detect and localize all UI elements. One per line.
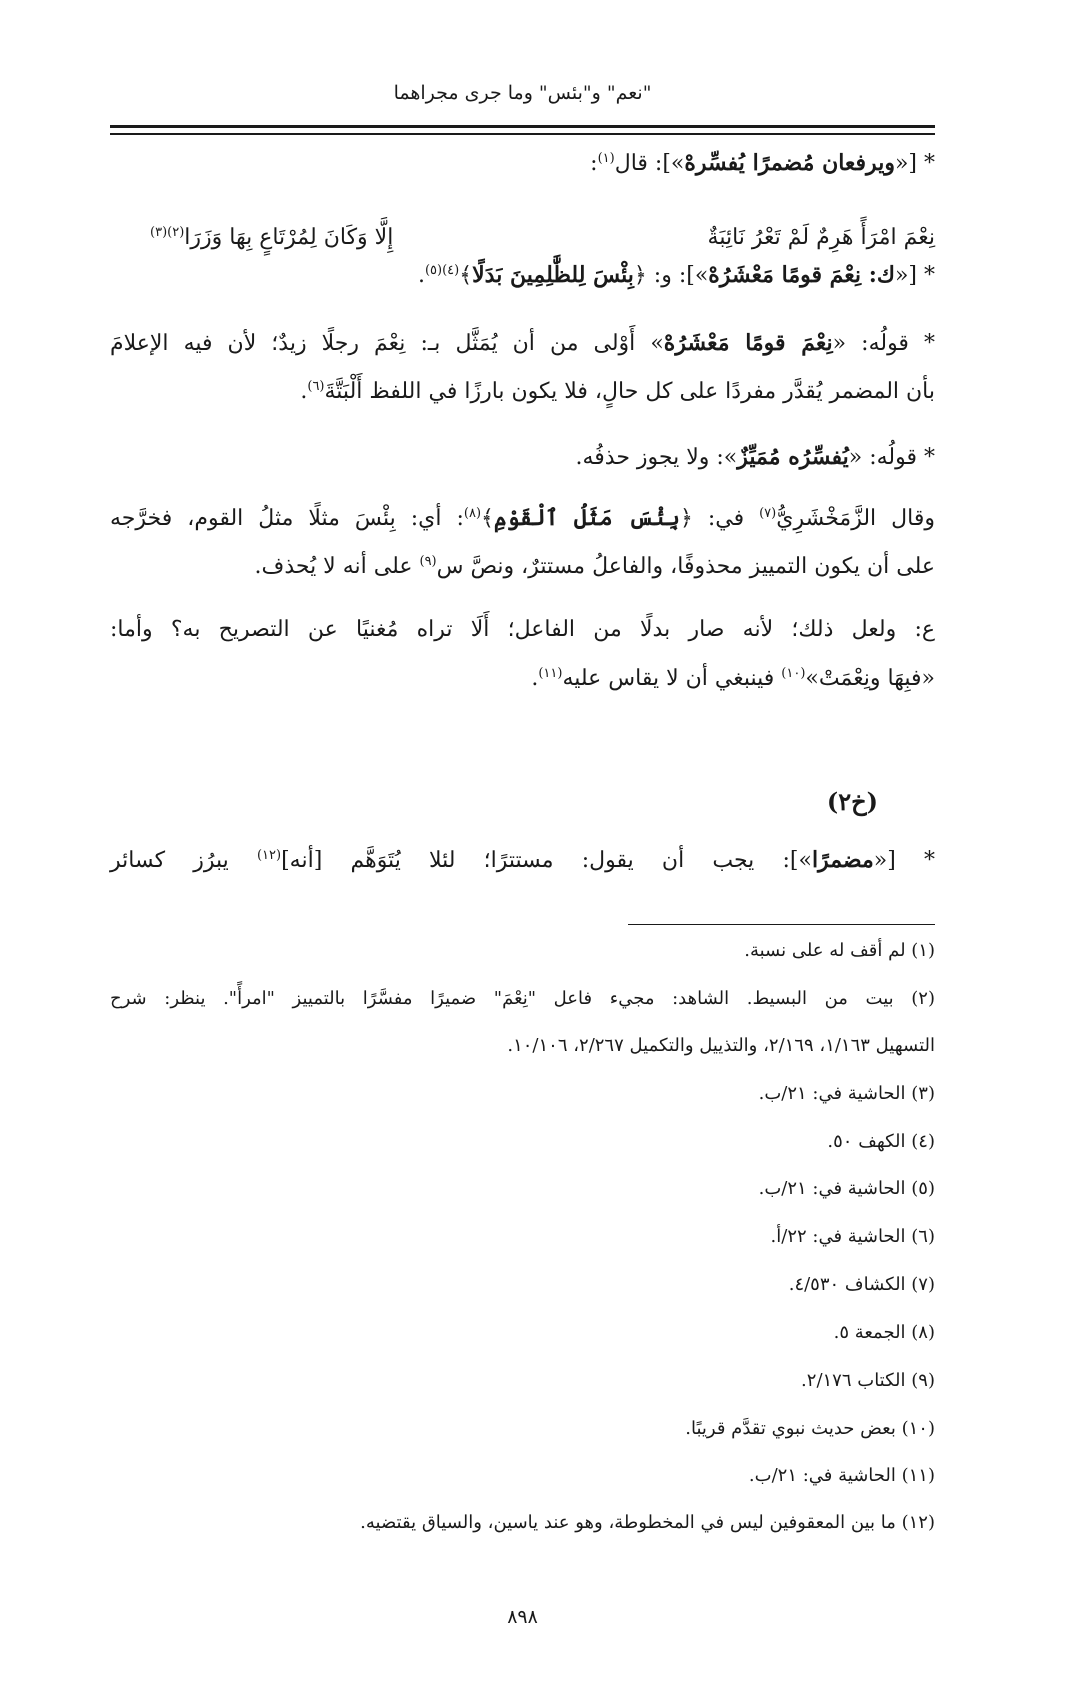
text: »: ولا يجوز حذفُه.	[575, 445, 738, 470]
para3-line1	[110, 505, 935, 531]
text: بأن المضمر يُقدَّر مفردًا على كل حالٍ، فلا يكون بارزًا في اللفظ أَلْبَتَّةَ	[324, 379, 935, 404]
text: »]: يجب أن يقول: مستترًا؛ لئلا يُتَوَهَّم [أنه]	[281, 848, 812, 873]
text: * قولُه: «	[848, 445, 935, 470]
text: .	[417, 263, 425, 288]
para1-line1	[110, 330, 935, 356]
para3-line2	[110, 554, 935, 579]
poetry-verse	[150, 225, 935, 261]
matn-quote: ك: نِعْمَ قومًا مَعْشَرُهْ	[708, 262, 895, 288]
matn-quote: ويرفعان مُضمرًا يُفسِّرهْ	[684, 150, 895, 176]
para1-line2	[110, 379, 935, 404]
footnote-1: (١) لم أقف له على نسبة.	[744, 940, 935, 961]
footnote-12: (١٢) ما بين المعقوفين ليس في المخطوطة، وهو عند ياسين، والسياق يقتضيه.	[360, 1512, 935, 1533]
text: «فبِهَا ونِعْمَتْ»	[805, 666, 935, 691]
matn-line-1	[110, 150, 935, 176]
quran-quote: بِئْسَ لِلظَّٰلِمِينَ بَدَلًا	[472, 262, 634, 288]
header-rule-thin	[110, 133, 935, 135]
matn-quote: مضمرًا	[811, 847, 874, 873]
text: وقال الزَّمَخْشَرِيُّ	[776, 506, 935, 531]
text: :	[590, 151, 598, 176]
verse-hemistich-first: نِعْمَ امْرَأً هَرِمٌ لَمْ تَعْرُ نَائِبَةٌ	[707, 225, 935, 250]
footnote-ref: (٩)	[419, 554, 437, 569]
header-rule-thick	[110, 125, 935, 128]
footnote-9: (٩) الكتاب ٢/١٧٦.	[801, 1370, 935, 1391]
matn-quote: نِعْمَ قومًا مَعْشَرُهْ	[663, 330, 833, 356]
footnote-ref: (١٠)	[781, 666, 806, 681]
footnote-7: (٧) الكشاف ٤/٥٣٠.	[788, 1274, 935, 1295]
footnote-3: (٣) الحاشية في: ٢١/ب.	[758, 1083, 935, 1104]
footnote-2-line1: (٢) بيت من البسيط. الشاهد: مجيء فاعل "نِعْمَ" ضميرًا مفسَّرًا بالتمييز "امرأً". ينظر: شرح	[110, 988, 935, 1009]
footnote-4: (٤) الكهف ٥٠.	[827, 1131, 935, 1152]
text: إِلَّا وَكَانَ لِمُرْتَاعٍ بِهَا وَزَرَا	[184, 225, 394, 250]
footnote-ref: (١)	[597, 151, 615, 166]
text: يبرُز كسائر	[110, 848, 257, 873]
text: »]: قال	[614, 151, 685, 176]
footnote-10: (١٠) بعض حديث نبوي تقدَّم قريبًا.	[685, 1418, 935, 1439]
footnote-ref: (٨)	[463, 506, 482, 521]
text: »]: و: ﴿	[633, 263, 709, 288]
matn-line-3	[110, 262, 935, 288]
footnote-ref: (٧)	[759, 506, 777, 521]
text: .	[300, 379, 308, 404]
text: * [«	[894, 263, 935, 288]
text: فينبغي أن لا يقاس عليه	[562, 666, 782, 691]
footnote-11: (١١) الحاشية في: ٢١/ب.	[748, 1465, 935, 1486]
text: * [«	[873, 848, 935, 873]
footnote-separator	[628, 924, 935, 925]
para4-line2	[110, 666, 935, 691]
text: * [«	[894, 151, 935, 176]
footnote-8: (٨) الجمعة ٥.	[833, 1322, 935, 1343]
page-number: ٨٩٨	[507, 1606, 538, 1628]
text: ع: ولعل ذلك؛ لأنه صار بدلًا من الفاعل؛ أَلَا تراه مُغنيًا عن التصريح به؟ وأما:	[110, 617, 935, 642]
section-label: (خ٢)	[826, 787, 878, 816]
text: .	[531, 666, 539, 691]
text: في: ﴿	[679, 506, 760, 531]
text: * قولُه: «	[832, 331, 935, 356]
footnote-ref: (١١)	[538, 666, 563, 681]
footnote-6: (٦) الحاشية في: ٢٢/أ.	[770, 1226, 935, 1247]
footnote-ref: (٢)(٣)	[150, 225, 185, 240]
footnote-ref: (٦)	[307, 379, 325, 394]
footnote-ref: (٤)(٥)	[424, 263, 460, 278]
text: على أنه لا يُحذف.	[254, 554, 420, 579]
running-header: "نعم" و"بئس" وما جرى مجراهما	[393, 82, 652, 104]
text: : أي: بِئْسَ مثلًا مثلُ القوم، فخرَّجه	[110, 506, 464, 531]
text: » أَوْلى من أن يُمَثَّل بـ: نِعْمَ رجلًا زيدٌ؛ لأن فيه الإعلامَ	[110, 331, 664, 356]
text: على أن يكون التمييز محذوفًا، والفاعلُ مستترٌ، ونصَّ س	[436, 554, 935, 579]
text: ﴾	[481, 506, 494, 531]
para5-line1	[110, 847, 935, 873]
para4-line1	[110, 617, 935, 642]
matn-quote: يُفسِّرُه مُمَيِّزٌ	[737, 444, 849, 470]
para2-line1	[110, 444, 935, 470]
text: ﴾	[459, 263, 473, 288]
footnote-5: (٥) الحاشية في: ٢١/ب.	[758, 1178, 935, 1199]
footnote-ref: (١٢)	[256, 848, 282, 863]
verse-hemistich-second	[150, 225, 393, 250]
footnote-2-line2: التسهيل ١/١٦٣، ٢/١٦٩، والتذييل والتكميل ٢/٢٦٧، ١٠/١٠٦.	[507, 1035, 935, 1056]
quran-quote: بِئْسَ مَثَلُ ٱلْقَوْمِ	[493, 505, 680, 531]
